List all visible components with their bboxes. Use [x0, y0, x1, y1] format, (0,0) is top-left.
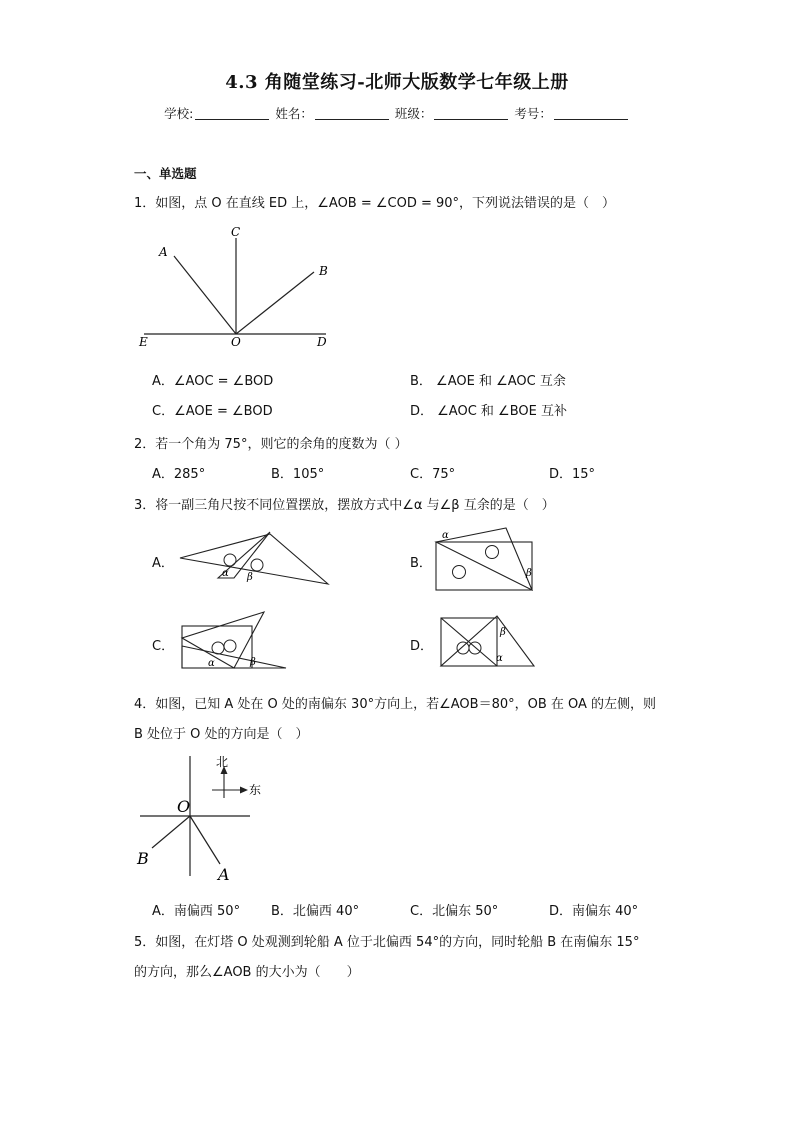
q1-option-d[interactable]: D． ∠AOC 和 ∠BOE 互补 — [410, 404, 567, 419]
exam-no-label: 考号： — [514, 106, 552, 121]
east-arrow-head — [240, 787, 248, 794]
ray-oa — [174, 256, 236, 334]
class-label: 班级： — [394, 106, 433, 121]
student-info-line — [0, 104, 794, 122]
q3-figure-b[interactable] — [432, 524, 540, 592]
exam-no-blank[interactable] — [554, 107, 628, 120]
q3-figure-a[interactable] — [178, 530, 330, 588]
east-label: 东 — [249, 783, 262, 797]
ray-oa — [190, 816, 220, 864]
alpha-label: α — [442, 530, 449, 541]
label-a: A — [218, 865, 230, 884]
label-a: A — [159, 245, 168, 259]
page-title: 4.3 角随堂练习-北师大版数学七年级上册 — [225, 72, 569, 93]
q1-text: 1．如图，点 O 在直线 ED 上，∠AOB = ∠COD = 90°，下列说法错误的是（ ） — [134, 196, 616, 211]
q3-text: 3．将一副三角尺按不同位置摆放，摆放方式中∠α 与∠β 互余的是（ ） — [134, 498, 555, 513]
label-d: D — [317, 335, 327, 349]
class-blank[interactable] — [434, 107, 508, 120]
q1-figure — [130, 218, 340, 352]
q4-option-d[interactable]: D．南偏东 40° — [549, 904, 639, 919]
label-c: C — [231, 225, 241, 239]
q2-text: 2．若一个角为 75°，则它的余角的度数为（ ） — [134, 437, 408, 452]
label-b: B — [137, 849, 149, 868]
q3-figure-d[interactable] — [438, 612, 536, 670]
q2-option-a[interactable]: A．285° — [152, 467, 206, 482]
q4-option-a[interactable]: A．南偏西 50° — [152, 904, 241, 919]
q4-text-line2: B 处位于 O 处的方向是（ ） — [134, 727, 309, 742]
section-heading: 一、单选题 — [134, 166, 197, 181]
q3-option-a[interactable]: A． — [152, 556, 174, 571]
q3-option-b[interactable]: B． — [410, 556, 432, 571]
q5-text-line2: 的方向，那么∠AOB 的大小为（ ） — [134, 965, 360, 980]
q3-option-d[interactable]: D． — [410, 639, 434, 654]
label-o: O — [177, 797, 191, 816]
ray-ob — [152, 816, 190, 848]
alpha-label: α — [222, 568, 229, 579]
beta-label: β — [247, 572, 253, 583]
beta-label: β — [500, 627, 506, 638]
alpha-label: α — [496, 653, 503, 664]
north-label: 北 — [216, 755, 229, 769]
beta-label: β — [526, 568, 532, 579]
q4-figure — [132, 752, 272, 888]
q2-option-d[interactable]: D．15° — [549, 467, 596, 482]
q4-text-line1: 4．如图，已知 A 处在 O 处的南偏东 30°方向上，若∠AOB＝80°，OB 在 OA 的左侧，则 — [134, 697, 657, 712]
school-label: 学校: — [164, 106, 194, 121]
q1-option-a[interactable]: A．∠AOC = ∠BOD — [152, 374, 274, 389]
name-blank[interactable] — [315, 107, 389, 120]
q2-option-b[interactable]: B．105° — [271, 467, 325, 482]
q5-text-line1: 5．如图，在灯塔 O 处观测到轮船 A 位于北偏西 54°的方向，同时轮船 B 在南偏东 15° — [134, 935, 640, 950]
q3-option-c[interactable]: C． — [152, 639, 175, 654]
ray-ob — [236, 272, 314, 334]
q4-option-c[interactable]: C．北偏东 50° — [410, 904, 499, 919]
school-blank[interactable] — [195, 107, 269, 120]
q3-figure-c[interactable] — [178, 610, 290, 672]
q4-option-b[interactable]: B．北偏西 40° — [271, 904, 360, 919]
label-b: B — [319, 264, 328, 278]
label-o: O — [231, 335, 241, 349]
name-label: 姓名： — [275, 106, 313, 121]
alpha-label: α — [208, 658, 215, 669]
q2-option-c[interactable]: C．75° — [410, 467, 456, 482]
beta-label: β — [250, 657, 256, 668]
q1-option-b[interactable]: B． ∠AOE 和 ∠AOC 互余 — [410, 374, 566, 389]
q1-option-c[interactable]: C．∠AOE = ∠BOD — [152, 404, 273, 419]
label-e: E — [139, 335, 148, 349]
